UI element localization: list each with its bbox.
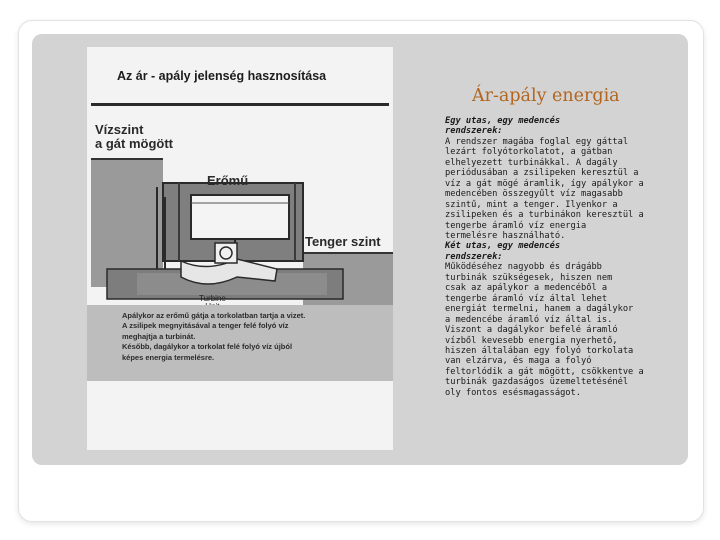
turbine-unit-label: Turbine xyxy=(199,294,226,303)
tidal-diagram-figure xyxy=(87,47,393,450)
section-title-one-way: Egy utas, egy medencés rendszerek: xyxy=(445,116,561,137)
section-title-two-way: Két utas, egy medencés rendszerek: xyxy=(445,241,561,262)
slide-heading: Ár-apály energia xyxy=(472,86,620,106)
figure-caption: Apálykor az erőmű gátja a torkolatban tartja a vizet. A zsilipek megnyitásával a tenger felé folyó víz meghajtja a turbinát. Később, dagálykor a torkolat felé folyó víz újból képes energia termelésre. xyxy=(122,311,306,362)
turbine-unit xyxy=(215,243,237,263)
section-text-one-way: A rendszer magába foglal egy gáttal lezárt folyótorkolatot, a gátban elhelyezett turbinákkal. A dagály periódusában a zsilipeken keresztül a víz a gát mögé áramlik, így apálykor a medencében összegyűlt víz magasabb szintű, mint a tenger. Ilyenkor a zsilipeken és a turbinákon keresztül a tengerbe áramló víz energia termelésre használható. xyxy=(445,136,644,241)
power-plant-label: Erőmű xyxy=(207,173,249,188)
body-text xyxy=(445,116,663,398)
figure-title: Az ár - apály jelenség hasznosítása xyxy=(117,69,327,83)
basin-level-label: Vízszint a gát mögött xyxy=(95,122,173,151)
section-text-two-way: Működéséhez nagyobb és drágább turbinák szükségesek, hiszen nem csak az apálykor a medencéből a tengerbe áramló víz által lehet energiát termelni, hanem a dagálykor a medencébe áramló víz által is. Viszont a dagálykor befelé áramló vízből kevesebb energia nyerhető, hiszen általában egy folyó torkolata van elzárva, és maga a folyó feltorlódik a gát mögött, csökkentve a turbinák gazdaságos üzemeltetésénél oly fontos esésmagasságot. xyxy=(445,262,644,398)
sea-level-label: Tenger szint xyxy=(305,234,381,249)
machine-hall xyxy=(191,195,289,239)
basin-water xyxy=(91,159,163,287)
